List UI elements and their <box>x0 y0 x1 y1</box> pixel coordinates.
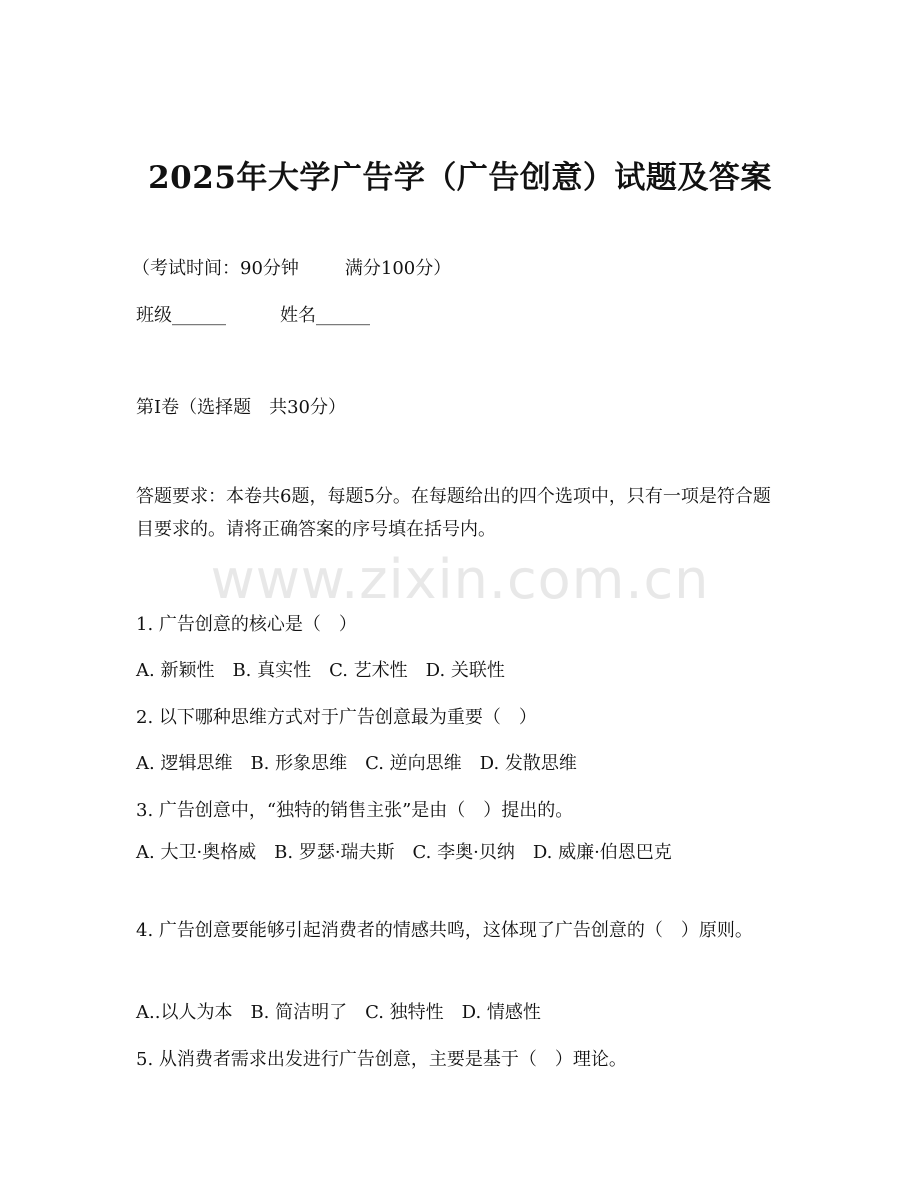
question-1: 1. 广告创意的核心是（ ） <box>136 614 357 635</box>
question-5: 5. 从消费者需求出发进行广告创意，主要是基于（ ）理论。 <box>136 1049 627 1070</box>
exam-score: 满分100分） <box>344 258 452 279</box>
question-1-options: A. 新颖性 B. 真实性 C. 艺术性 D. 关联性 <box>136 660 505 681</box>
class-field-label: 班级______ <box>136 305 226 326</box>
section-heading: 第Ⅰ卷（选择题 共30分） <box>136 397 347 418</box>
question-2-options: A. 逻辑思维 B. 形象思维 C. 逆向思维 D. 发散思维 <box>136 753 577 774</box>
student-info <box>136 301 370 327</box>
question-3: 3. 广告创意中，“独特的销售主张”是由（ ）提出的。 <box>136 800 574 821</box>
name-field-label: 姓名______ <box>280 305 370 326</box>
instructions: 答题要求：本卷共6题，每题5分。在每题给出的四个选项中，只有一项是符合题目要求的。请将正确答案的序号填在括号内。 <box>136 486 771 540</box>
exam-time: （考试时间：90分钟 <box>132 258 299 279</box>
page-title: 2025年大学广告学（广告创意）试题及答案 <box>148 160 772 196</box>
watermark: www.zixin.com.cn <box>210 548 710 611</box>
exam-info <box>132 254 451 280</box>
question-2: 2. 以下哪种思维方式对于广告创意最为重要（ ） <box>136 707 537 728</box>
question-3-options: A. 大卫·奥格威 B. 罗瑟·瑞夫斯 C. 李奥·贝纳 D. 威廉·伯恩巴克 <box>136 842 672 863</box>
question-4: 4. 广告创意要能够引起消费者的情感共鸣，这体现了广告创意的（ ）原则。 <box>136 920 753 941</box>
question-4-options: A..以人为本 B. 简洁明了 C. 独特性 D. 情感性 <box>136 1002 541 1023</box>
